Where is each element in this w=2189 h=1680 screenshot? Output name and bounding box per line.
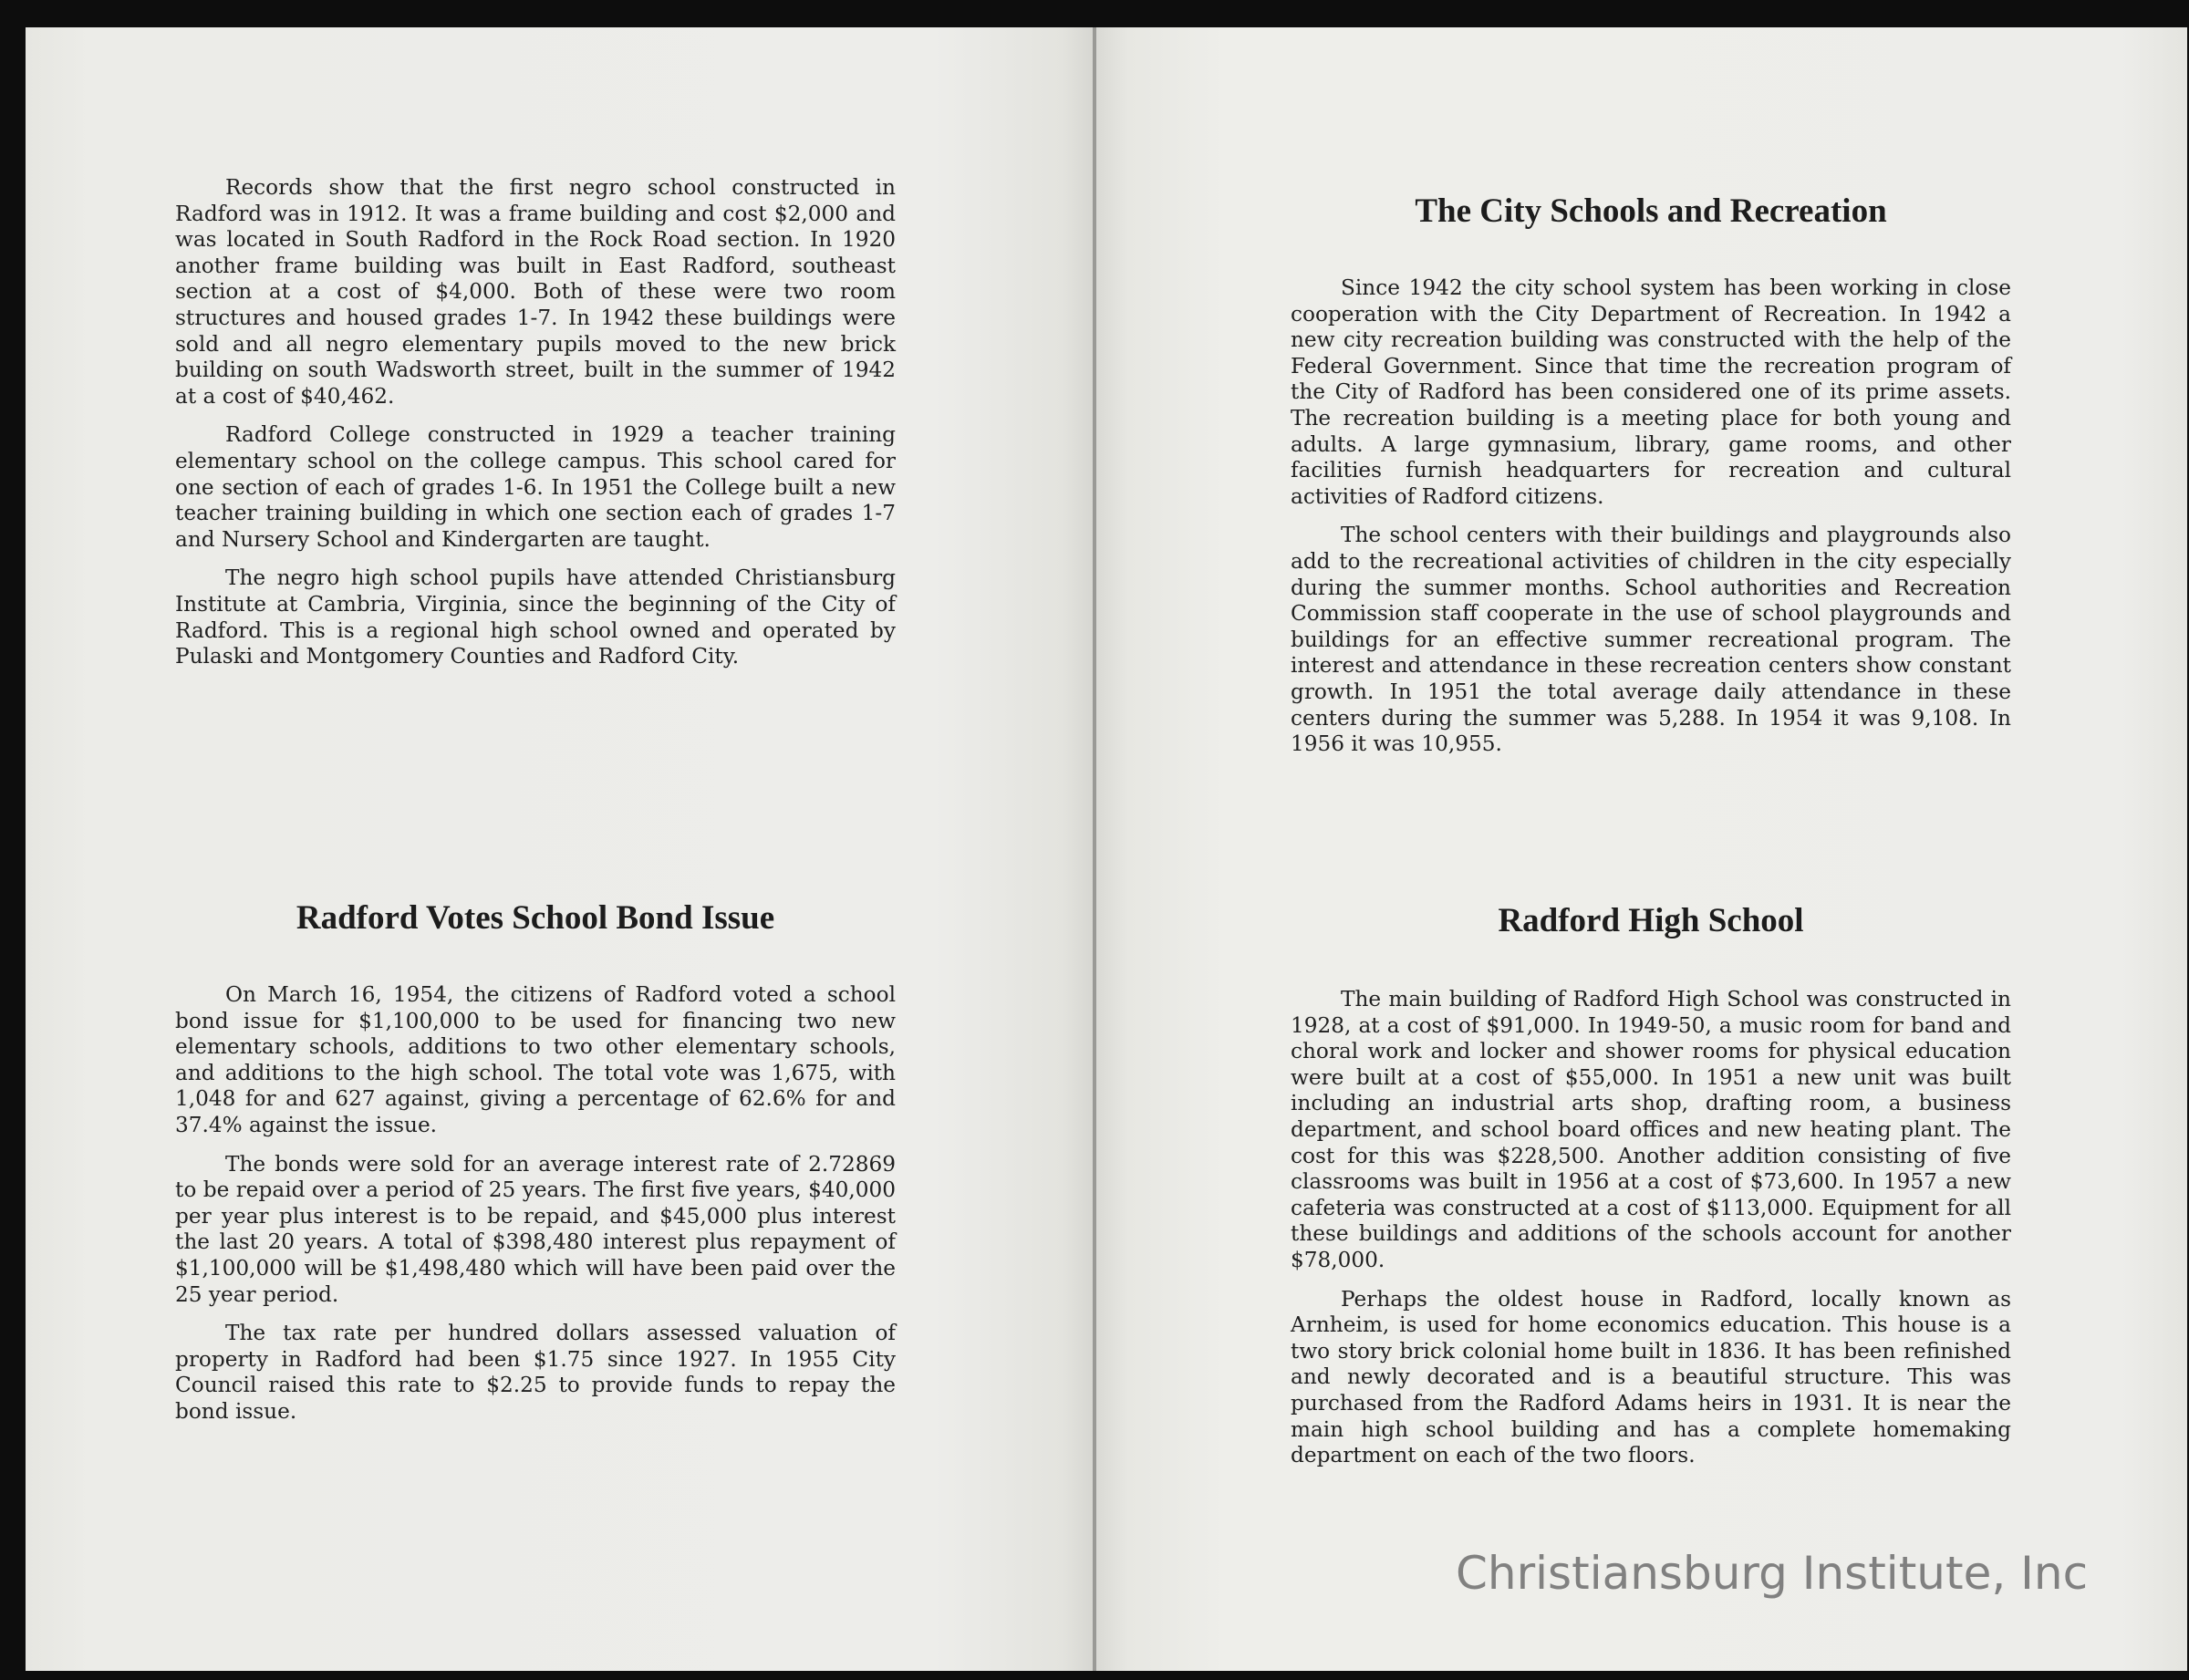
intro-paragraph: The negro high school pupils have attended Christiansburg Institute at Cambria, Virginia, since the beginning of the City of Radford. This is a regional high school owned and operated by Pulaski and Montgomery Counties and Radford City. xyxy=(175,565,896,669)
bond-section-text xyxy=(175,982,896,1438)
recreation-paragraph: The school centers with their buildings and playgrounds also add to the recreational activities of children in the city especially during the summer months. School authorities and Recreation Commission staff cooperate in the use of school playgrounds and buildings for an effective summer recreational program. The interest and attendance in these recreation centers show constant growth. In 1951 the total average daily attendance in these centers during the summer was 5,288. In 1954 it was 9,108. In 1956 it was 10,955. xyxy=(1291,523,2011,757)
high-school-section-heading: Radford High School xyxy=(1498,902,1804,939)
recreation-section-heading: The City Schools and Recreation xyxy=(1415,192,1887,230)
intro-paragraph: Records show that the first negro school constructed in Radford was in 1912. It was a frame building and cost $2,000 and was located in South Radford in the Rock Road section. In 1920 another frame building was built in East Radford, southeast section at a cost of $4,000. Both of these were two room structures and housed grades 1-7. In 1942 these buildings were sold and all negro elementary pupils moved to the new brick building on south Wadsworth street, built in the summer of 1942 at a cost of $40,462. xyxy=(175,175,896,409)
intro-paragraph: Radford College constructed in 1929 a teacher training elementary school on the college campus. This school cared for one section of each of grades 1-6. In 1951 the College built a new teacher training building in which one section each of grades 1-7 and Nursery School and Kindergarten are taught. xyxy=(175,422,896,552)
high-school-paragraph: The main building of Radford High School was constructed in 1928, at a cost of $91,000. In 1949-50, a music room for band and choral work and locker and shower rooms for physical education were built at a cost of $55,000. In 1951 a new unit was built including an industrial arts shop, drafting room, a business department, and school board offices and new heating plant. The cost for this was $228,500. Another addition consisting of five classrooms was built in 1956 at a cost of $73,600. In 1957 a new cafeteria was constructed at a cost of $113,000. Equipment for all these buildings and additions of the schools account for another $78,000. xyxy=(1291,987,2011,1272)
bond-paragraph: On March 16, 1954, the citizens of Radford voted a school bond issue for $1,100,000 to be used for financing two new elementary schools, additions to two other elementary schools, and additions to the high school. The total vote was 1,675, with 1,048 for and 627 against, giving a percentage of 62.6% for and 37.4% against the issue. xyxy=(175,982,896,1137)
bond-paragraph: The tax rate per hundred dollars assessed valuation of property in Radford had been $1.75 since 1927. In 1955 City Council raised this rate to $2.25 to provide funds to repay the bond issue. xyxy=(175,1321,896,1424)
bond-paragraph: The bonds were sold for an average interest rate of 2.72869 to be repaid over a period of 25 years. The first five years, $40,000 per year plus interest is to be repaid, and $45,000 plus interest the last 20 years. A total of $398,480 interest plus repayment of $1,100,000 will be $1,498,480 which will have been paid over the 25 year period. xyxy=(175,1151,896,1307)
left-intro-text xyxy=(175,175,896,683)
booklet-gutter xyxy=(1093,27,1096,1671)
bond-section-heading: Radford Votes School Bond Issue xyxy=(296,899,775,937)
high-school-paragraph: Perhaps the oldest house in Radford, locally known as Arnheim, is used for home economics education. This house is a two story brick colonial home built in 1836. It has been refinished and newly decorated and is a beautiful structure. This was purchased from the Radford Adams heirs in 1931. It is near the main high school building and has a complete homemaking department on each of the two floors. xyxy=(1291,1286,2011,1468)
recreation-section-text xyxy=(1291,275,2011,771)
high-school-section-text xyxy=(1291,987,2011,1482)
recreation-paragraph: Since 1942 the city school system has been working in close cooperation with the City Department of Recreation. In 1942 a new city recreation building was constructed with the help of the Federal Government. Since that time the recreation program of the City of Radford has been considered one of its prime assets. The recreation building is a meeting place for both young and adults. A large gymnasium, library, game rooms, and other facilities furnish headquarters for recreation and cultural activities of Radford citizens. xyxy=(1291,275,2011,509)
watermark: Christiansburg Institute, Inc xyxy=(1456,1547,2089,1600)
